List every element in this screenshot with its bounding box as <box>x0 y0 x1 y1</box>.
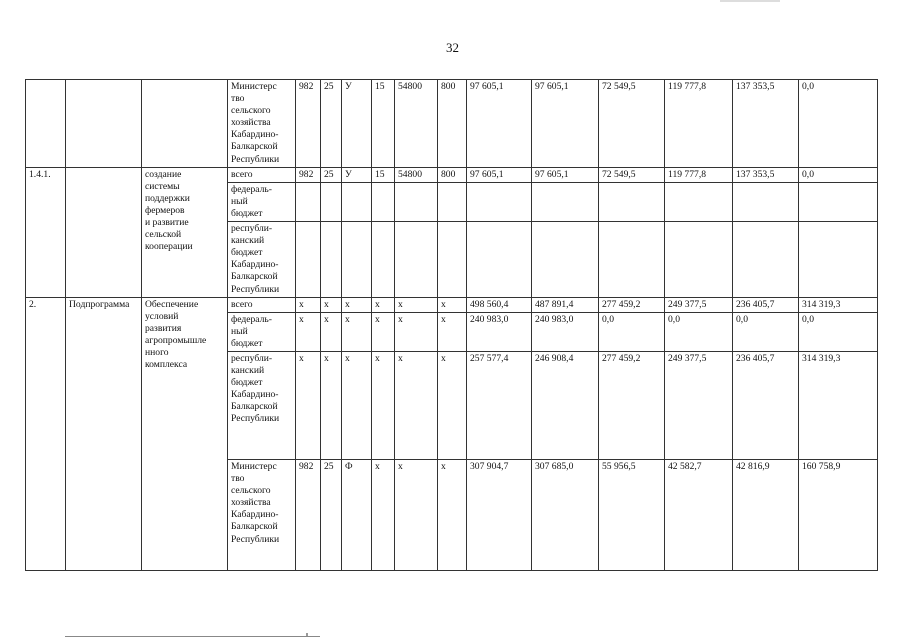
value-cell: 72 549,5 <box>599 167 665 182</box>
value-cell: х <box>372 351 395 459</box>
scan-artifact-mark <box>306 633 308 636</box>
value-cell <box>438 182 467 221</box>
value-cell <box>799 222 878 298</box>
value-cell: 246 908,4 <box>532 351 599 459</box>
source-cell: всего <box>228 297 296 312</box>
value-cell <box>733 182 799 221</box>
value-cell: 119 777,8 <box>665 80 733 168</box>
value-cell: х <box>342 312 372 351</box>
value-cell <box>395 222 438 298</box>
value-cell: 72 549,5 <box>599 80 665 168</box>
value-cell: 498 560,4 <box>467 297 532 312</box>
value-cell: 160 758,9 <box>799 459 878 570</box>
value-cell <box>438 222 467 298</box>
value-cell: х <box>438 459 467 570</box>
type-cell <box>66 167 142 297</box>
value-cell: 119 777,8 <box>665 167 733 182</box>
value-cell: 314 319,3 <box>799 351 878 459</box>
value-cell: 277 459,2 <box>599 351 665 459</box>
value-cell <box>342 222 372 298</box>
value-cell: х <box>372 312 395 351</box>
value-cell: х <box>438 351 467 459</box>
value-cell: 25 <box>321 80 342 168</box>
value-cell <box>665 222 733 298</box>
value-cell: х <box>438 297 467 312</box>
table-row <box>26 80 878 168</box>
value-cell: х <box>438 312 467 351</box>
page-number: 32 <box>446 40 459 55</box>
type-cell: Подпрограмма <box>66 297 142 570</box>
value-cell <box>395 182 438 221</box>
value-cell: 25 <box>321 459 342 570</box>
value-cell: х <box>321 297 342 312</box>
source-cell: республи- канский бюджет Кабардино- Балкарской Республики <box>228 351 296 459</box>
value-cell: 54800 <box>395 80 438 168</box>
value-cell: У <box>342 167 372 182</box>
value-cell: 277 459,2 <box>599 297 665 312</box>
value-cell: х <box>296 312 321 351</box>
table-row <box>26 297 878 312</box>
value-cell: х <box>372 297 395 312</box>
value-cell: 137 353,5 <box>733 167 799 182</box>
value-cell: 0,0 <box>799 312 878 351</box>
value-cell: 0,0 <box>799 167 878 182</box>
value-cell: х <box>395 297 438 312</box>
name-cell: Обеспечение условий развития агропромышле нного комплекса <box>142 297 228 570</box>
value-cell <box>599 222 665 298</box>
value-cell <box>733 222 799 298</box>
code-cell <box>26 80 66 168</box>
source-cell: всего <box>228 167 296 182</box>
name-cell: создание системы поддержки фермеров и развитие сельской кооперации <box>142 167 228 297</box>
value-cell <box>372 182 395 221</box>
value-cell <box>799 182 878 221</box>
value-cell <box>599 182 665 221</box>
value-cell: 15 <box>372 167 395 182</box>
value-cell: 0,0 <box>799 80 878 168</box>
value-cell: х <box>342 297 372 312</box>
value-cell: 0,0 <box>733 312 799 351</box>
name-cell <box>142 80 228 168</box>
value-cell: 236 405,7 <box>733 351 799 459</box>
table-row <box>26 167 878 182</box>
value-cell <box>665 182 733 221</box>
scan-artifact-line <box>65 636 320 637</box>
value-cell <box>532 222 599 298</box>
value-cell <box>321 182 342 221</box>
source-cell: Министерс тво сельского хозяйства Кабардино- Балкарской Республики <box>228 459 296 570</box>
value-cell: 97 605,1 <box>532 80 599 168</box>
value-cell: 55 956,5 <box>599 459 665 570</box>
value-cell <box>296 182 321 221</box>
scan-artifact-top <box>720 0 780 2</box>
value-cell: 307 904,7 <box>467 459 532 570</box>
value-cell: 97 605,1 <box>532 167 599 182</box>
value-cell: 982 <box>296 80 321 168</box>
value-cell <box>467 182 532 221</box>
code-cell: 1.4.1. <box>26 167 66 297</box>
value-cell: 240 983,0 <box>467 312 532 351</box>
value-cell: х <box>342 351 372 459</box>
value-cell: Ф <box>342 459 372 570</box>
budget-table <box>25 79 878 571</box>
value-cell: 137 353,5 <box>733 80 799 168</box>
value-cell: 0,0 <box>665 312 733 351</box>
value-cell: У <box>342 80 372 168</box>
value-cell: х <box>395 459 438 570</box>
value-cell <box>467 222 532 298</box>
source-cell: федераль- ный бюджет <box>228 312 296 351</box>
source-cell: Министерс тво сельского хозяйства Кабардино- Балкарской Республики <box>228 80 296 168</box>
value-cell: 42 582,7 <box>665 459 733 570</box>
type-cell <box>66 80 142 168</box>
value-cell <box>372 222 395 298</box>
value-cell: 257 577,4 <box>467 351 532 459</box>
value-cell: 0,0 <box>599 312 665 351</box>
value-cell: 800 <box>438 167 467 182</box>
value-cell: 982 <box>296 459 321 570</box>
value-cell: х <box>395 312 438 351</box>
value-cell: 249 377,5 <box>665 297 733 312</box>
value-cell: 314 319,3 <box>799 297 878 312</box>
source-cell: республи- канский бюджет Кабардино- Балкарской Республики <box>228 222 296 298</box>
value-cell <box>532 182 599 221</box>
value-cell: 800 <box>438 80 467 168</box>
value-cell: 42 816,9 <box>733 459 799 570</box>
value-cell: х <box>372 459 395 570</box>
value-cell: х <box>321 351 342 459</box>
value-cell: х <box>296 297 321 312</box>
value-cell: 307 685,0 <box>532 459 599 570</box>
value-cell: 97 605,1 <box>467 80 532 168</box>
source-cell: федераль- ный бюджет <box>228 182 296 221</box>
value-cell: 249 377,5 <box>665 351 733 459</box>
value-cell: 236 405,7 <box>733 297 799 312</box>
value-cell: 15 <box>372 80 395 168</box>
value-cell: 25 <box>321 167 342 182</box>
value-cell <box>342 182 372 221</box>
value-cell: 982 <box>296 167 321 182</box>
value-cell: х <box>321 312 342 351</box>
value-cell: х <box>395 351 438 459</box>
value-cell <box>296 222 321 298</box>
value-cell: 97 605,1 <box>467 167 532 182</box>
value-cell: 487 891,4 <box>532 297 599 312</box>
code-cell: 2. <box>26 297 66 570</box>
value-cell <box>321 222 342 298</box>
value-cell: 54800 <box>395 167 438 182</box>
value-cell: х <box>296 351 321 459</box>
value-cell: 240 983,0 <box>532 312 599 351</box>
